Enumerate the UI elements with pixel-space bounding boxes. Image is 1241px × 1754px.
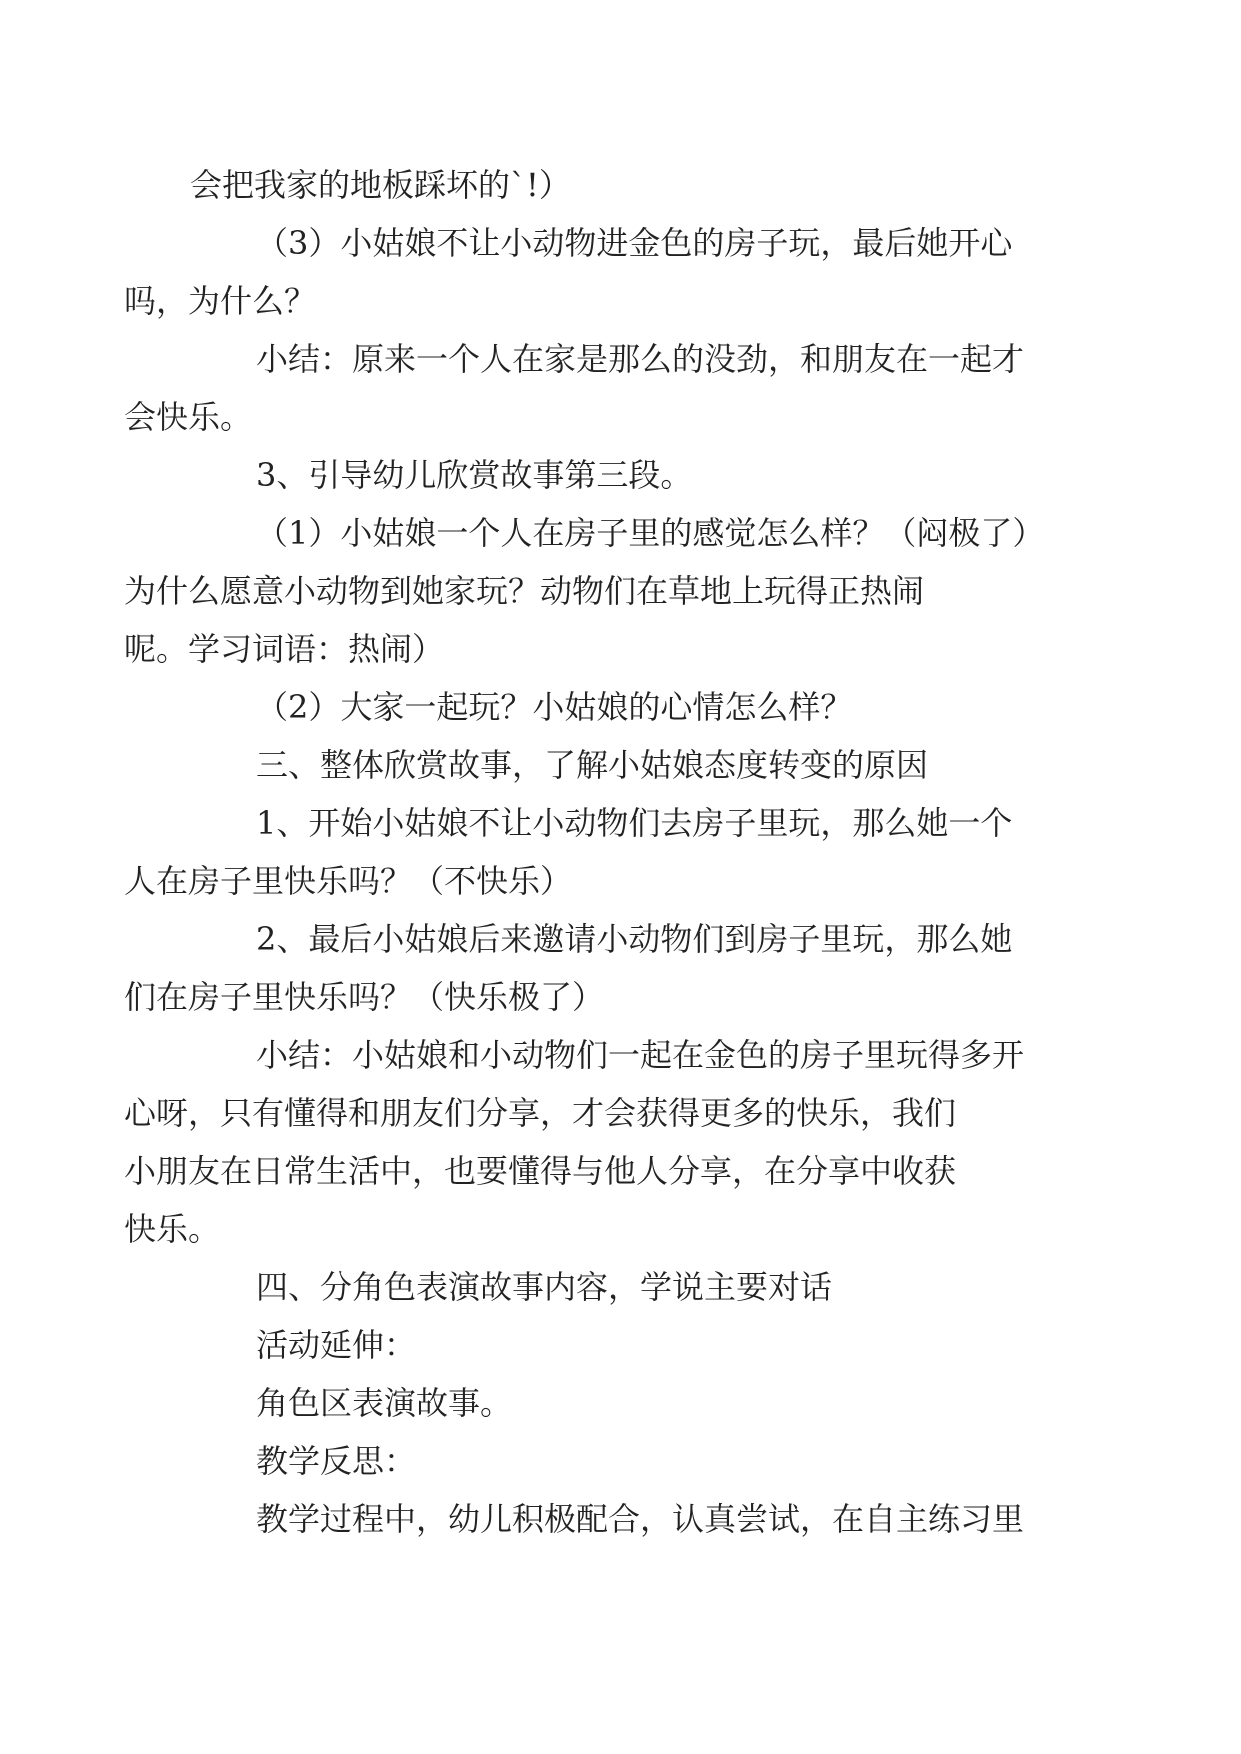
- text-line: 三、整体欣赏故事，了解小姑娘态度转变的原因: [256, 746, 929, 784]
- paragraph: [124, 910, 1052, 1026]
- text-line: 人在房子里快乐吗？（不快乐）: [124, 862, 573, 900]
- text-line: 快乐。: [124, 1210, 221, 1248]
- text-line: 小结：小姑娘和小动物们一起在金色的房子里玩得多开: [256, 1036, 1025, 1074]
- paragraph: [190, 678, 1052, 736]
- paragraph: [124, 794, 1052, 910]
- paragraph: [190, 736, 1052, 794]
- paragraph: [124, 1026, 1052, 1258]
- text-line: 小朋友在日常生活中，也要懂得与他人分享，在分享中收获: [124, 1152, 957, 1190]
- text-line: 3、引导幼儿欣赏故事第三段。: [256, 456, 693, 494]
- text-line: 会把我家的地板踩坏的`!）: [190, 166, 571, 204]
- text-line: 小结：原来一个人在家是那么的没劲，和朋友在一起才: [256, 340, 1025, 378]
- text-line: 呢。学习词语：热闹）: [124, 630, 445, 668]
- text-line: 教学过程中，幼儿积极配合，认真尝试，在自主练习里: [256, 1500, 1025, 1538]
- paragraph: [190, 156, 1052, 214]
- text-line: 角色区表演故事。: [256, 1384, 513, 1422]
- text-line: 2、最后小姑娘后来邀请小动物们到房子里玩，那么她: [256, 920, 1013, 958]
- paragraph: [190, 1374, 1052, 1432]
- paragraph: [190, 1490, 1052, 1548]
- paragraph: [124, 330, 1052, 446]
- text-line: 吗，为什么？: [124, 282, 317, 320]
- paragraph: [124, 504, 1052, 678]
- paragraph: [124, 214, 1052, 330]
- text-line: 们在房子里快乐吗？（快乐极了）: [124, 978, 605, 1016]
- text-line: （3）小姑娘不让小动物进金色的房子玩，最后她开心: [256, 224, 1013, 262]
- text-line: 为什么愿意小动物到她家玩？动物们在草地上玩得正热闹: [124, 572, 925, 610]
- text-line: 四、分角色表演故事内容，学说主要对话: [256, 1268, 833, 1306]
- text-line: （2）大家一起玩？小姑娘的心情怎么样？: [256, 688, 853, 726]
- text-line: 1、开始小姑娘不让小动物们去房子里玩，那么她一个: [256, 804, 1013, 842]
- text-line: 会快乐。: [124, 398, 253, 436]
- document-page: [124, 156, 1052, 1548]
- text-line: 教学反思：: [256, 1442, 417, 1480]
- paragraph: [190, 1258, 1052, 1316]
- paragraph: [190, 1432, 1052, 1490]
- paragraph: [190, 1316, 1052, 1374]
- text-line: 心呀，只有懂得和朋友们分享，才会获得更多的快乐，我们: [124, 1094, 957, 1132]
- text-line: 活动延伸：: [256, 1326, 417, 1364]
- paragraph: [190, 446, 1052, 504]
- text-line: （1）小姑娘一个人在房子里的感觉怎么样？（闷极了）: [256, 514, 1045, 552]
